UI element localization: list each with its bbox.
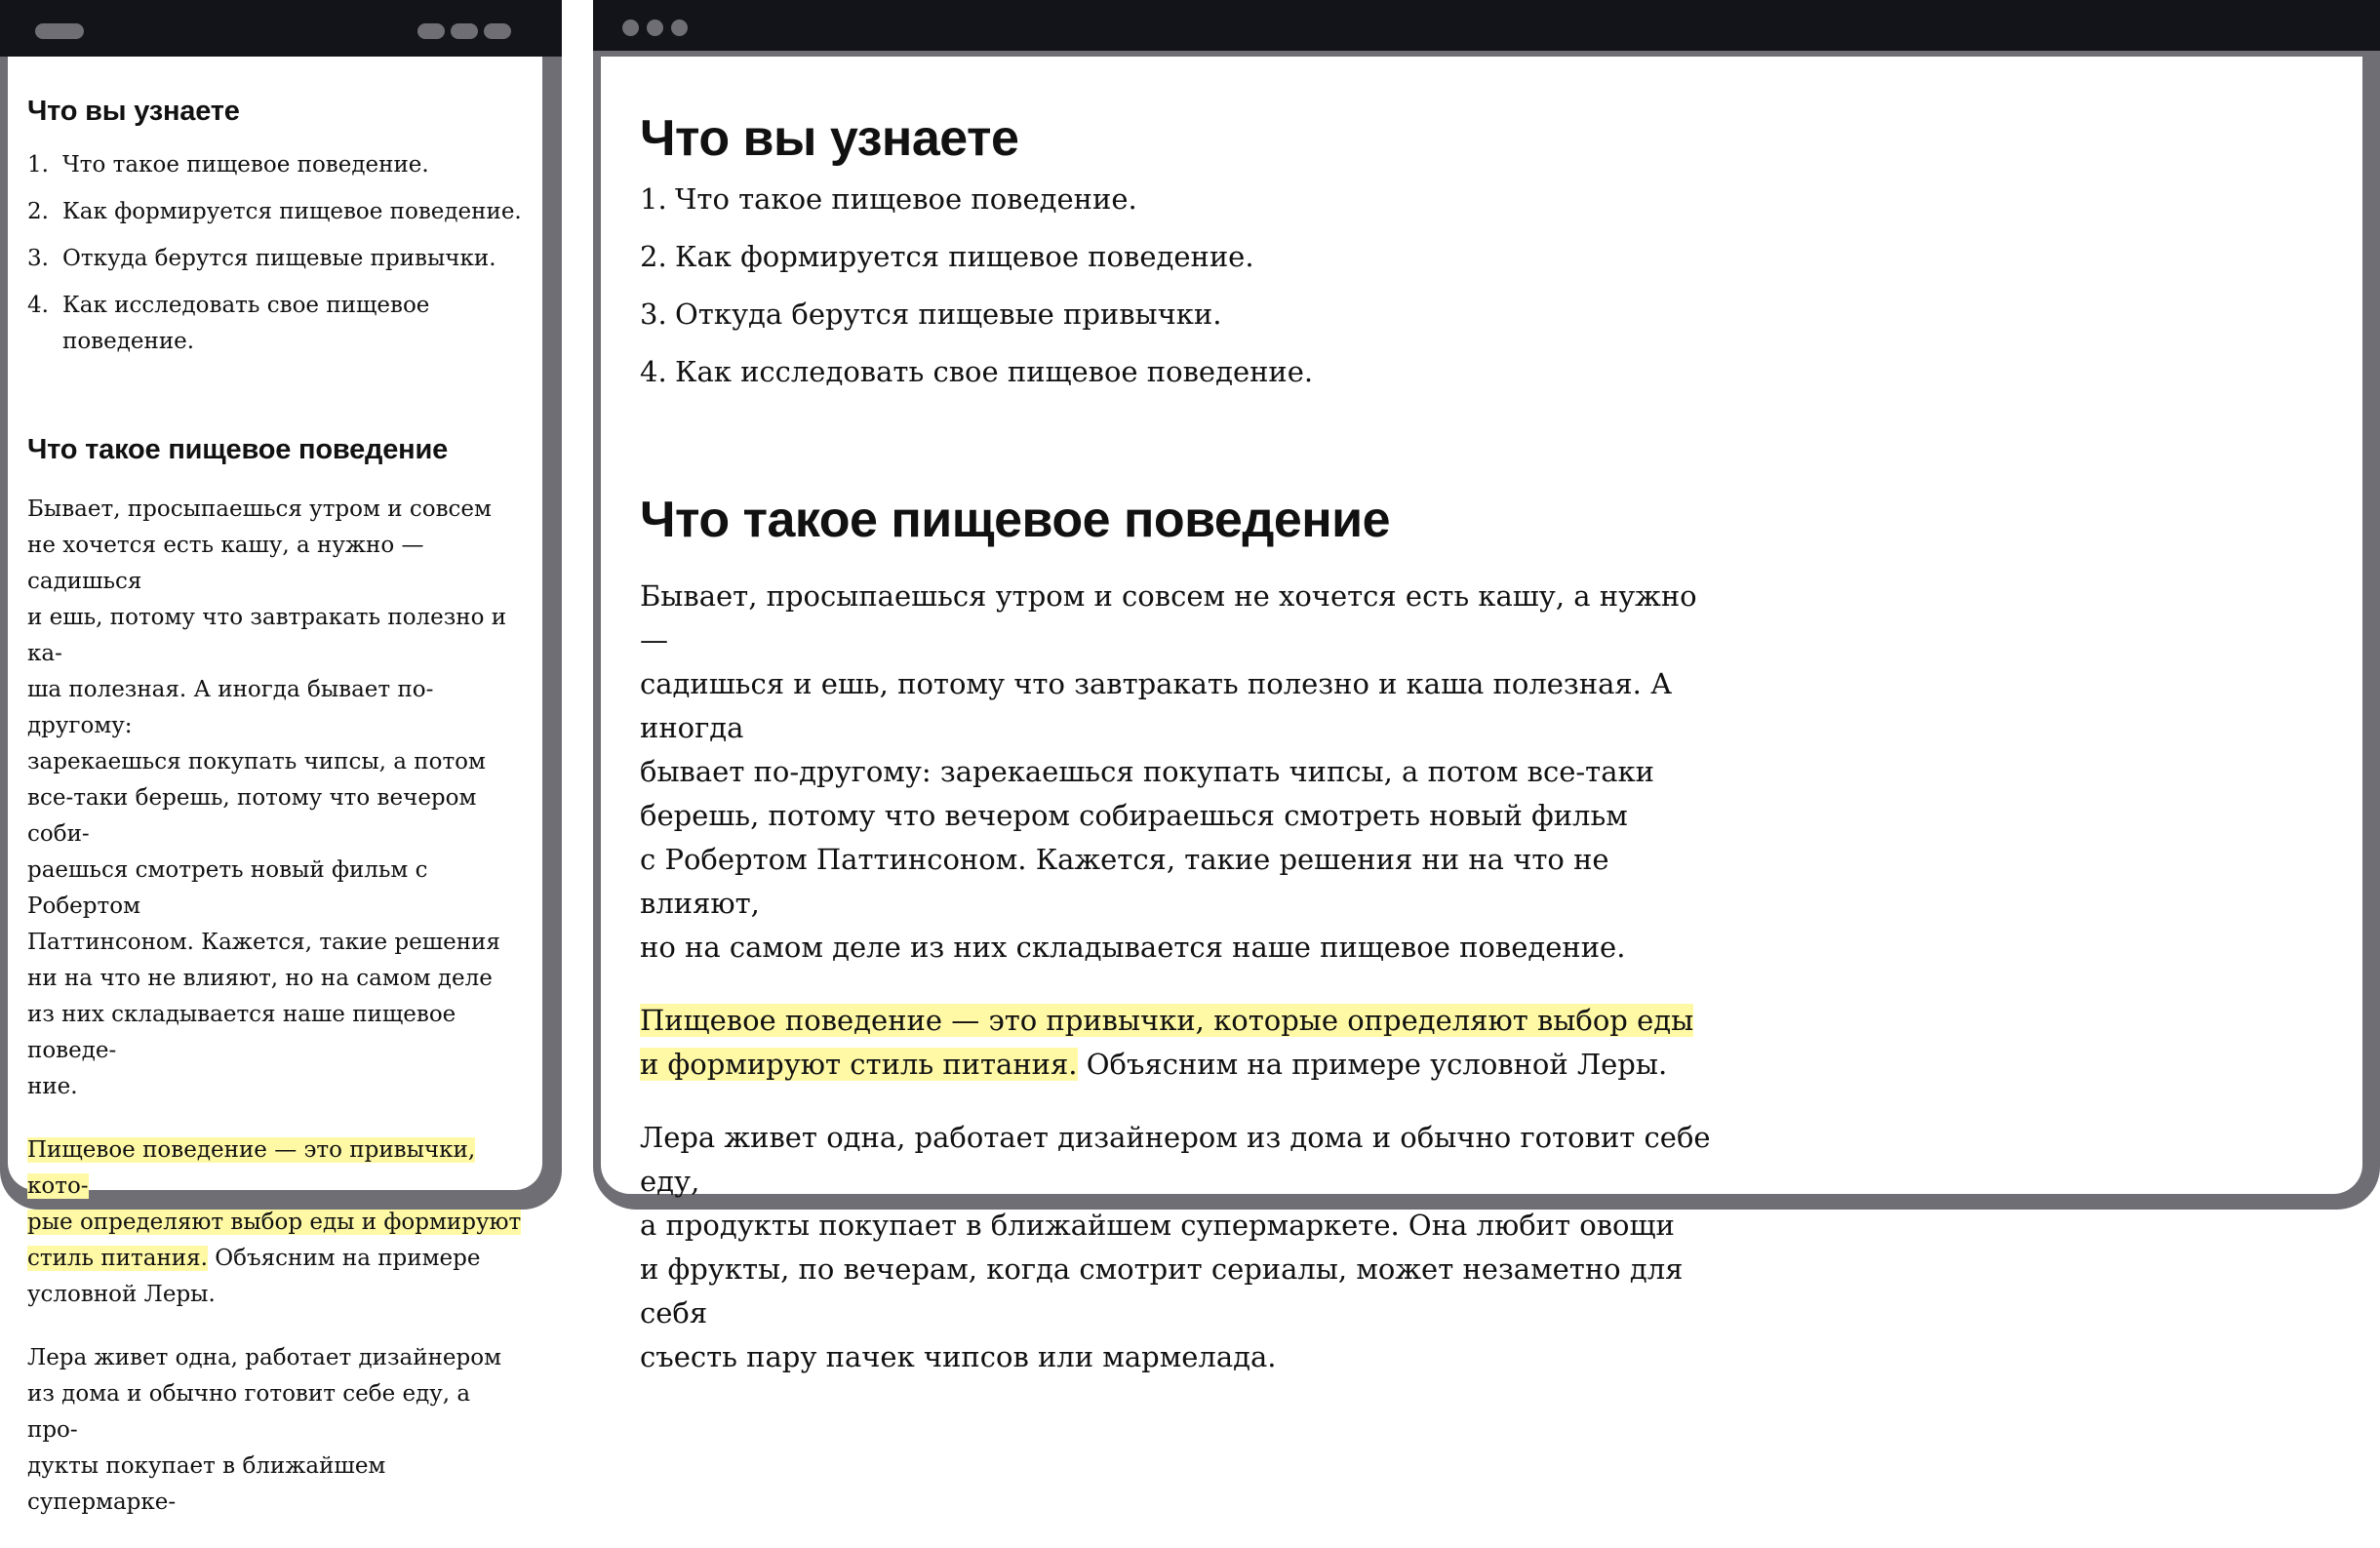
list-item: 3. Откуда берутся пищевые привычки. (640, 298, 1222, 331)
desktop-highlight: Пищевое поведение — это привычки, которые определяют выбор еды и формируют стиль питания. (640, 1004, 1694, 1081)
list-item: 2. Как формируется пищевое поведение. (27, 199, 522, 224)
phone-notch-pill (35, 23, 84, 39)
phone-indicator-2 (451, 23, 478, 39)
desktop-paragraph-lera: Лера живет одна, работает дизайнером из дома и обычно готовит себе еду, а продукты покупает в ближайшем супермаркете. Она любит овощи и фрукты, по вечерам, когда смотрит сериалы, может незаметно для себя съесть пару пачек чипсов или мармелада. (640, 1121, 1711, 1373)
list-item: 3. Откуда берутся пищевые привычки. (27, 246, 496, 271)
window-dot-icon[interactable] (647, 20, 663, 36)
desktop-section-title-what: Что такое пищевое поведение (640, 492, 1391, 548)
phone-article (27, 96, 525, 1548)
list-item: 4. Как исследовать свое пищевое поведение. (27, 293, 430, 354)
phone-indicator-3 (484, 23, 511, 39)
desktop-section-title-learn: Что вы узнаете (640, 110, 1019, 167)
window-dot-icon[interactable] (671, 20, 688, 36)
desktop-paragraph-intro: Бывает, просыпаешься утром и совсем не хочется есть кашу, а нужно — садишься и ешь, потому что завтракать полезно и каша полезная. А иногда бывает по-другому: зарекаешься покупать чипсы, а потом все-таки берешь, потому что вечером собираешься смотреть новый фильм с Робертом Паттинсоном. Кажется, такие решения ни на что не влияют, но на самом деле из них складывается наше пищевое поведение. (640, 579, 1697, 964)
desktop-screen[interactable] (601, 57, 2362, 1373)
list-item: 2. Как формируется пищевое поведение. (640, 240, 1254, 273)
desktop-article (640, 109, 1713, 1409)
phone-screen[interactable] (8, 57, 542, 1515)
phone-section-title-learn: Что вы узнаете (27, 96, 240, 127)
phone-indicator-1 (417, 23, 445, 39)
list-item: 1. Что такое пищевое поведение. (27, 152, 429, 178)
phone-learn-list (27, 147, 525, 360)
phone-paragraph-lera: Лера живет одна, работает дизайнером из дома и обычно готовит себе еду, а про- дукты покупает в ближайшем супермарке- (27, 1345, 501, 1515)
desktop-paragraph-definition: Пищевое поведение — это привычки, которые определяют выбор еды и формируют стиль питания. Объясним на примере условной Леры. (640, 1004, 1694, 1081)
list-item: 1. Что такое пищевое поведение. (640, 182, 1137, 216)
phone-paragraph-intro: Бывает, просыпаешься утром и совсем не хочется есть кашу, а нужно — садишься и ешь, потому что завтракать полезно и ка- ша полезная. А иногда бывает по-другому: зарекаешься покупать чипсы, а потом все-таки берешь, потому что вечером соби- раешься смотреть новый фильм с Робертом Паттинсоном. Кажется, такие решения ни на что не влияют, но на самом деле из них складывается наше пищевое поведе- ние. (27, 496, 507, 1099)
window-dot-icon[interactable] (622, 20, 639, 36)
phone-section-title-what: Что такое пищевое поведение (27, 434, 449, 465)
phone-frame (0, 0, 562, 1515)
list-item: 4. Как исследовать свое пищевое поведение. (640, 355, 1314, 388)
desktop-title-bar (593, 0, 2380, 51)
phone-highlight: Пищевое поведение — это привычки, кото- рые определяют выбор еды и формируют стиль питания. (27, 1137, 522, 1271)
phone-paragraph-definition: Пищевое поведение — это привычки, кото- рые определяют выбор еды и формируют стиль питания. Объясним на примере условной Леры. (27, 1137, 522, 1307)
phone-status-bar (0, 0, 562, 57)
desktop-frame (593, 0, 2380, 1373)
desktop-learn-list (640, 178, 1713, 393)
